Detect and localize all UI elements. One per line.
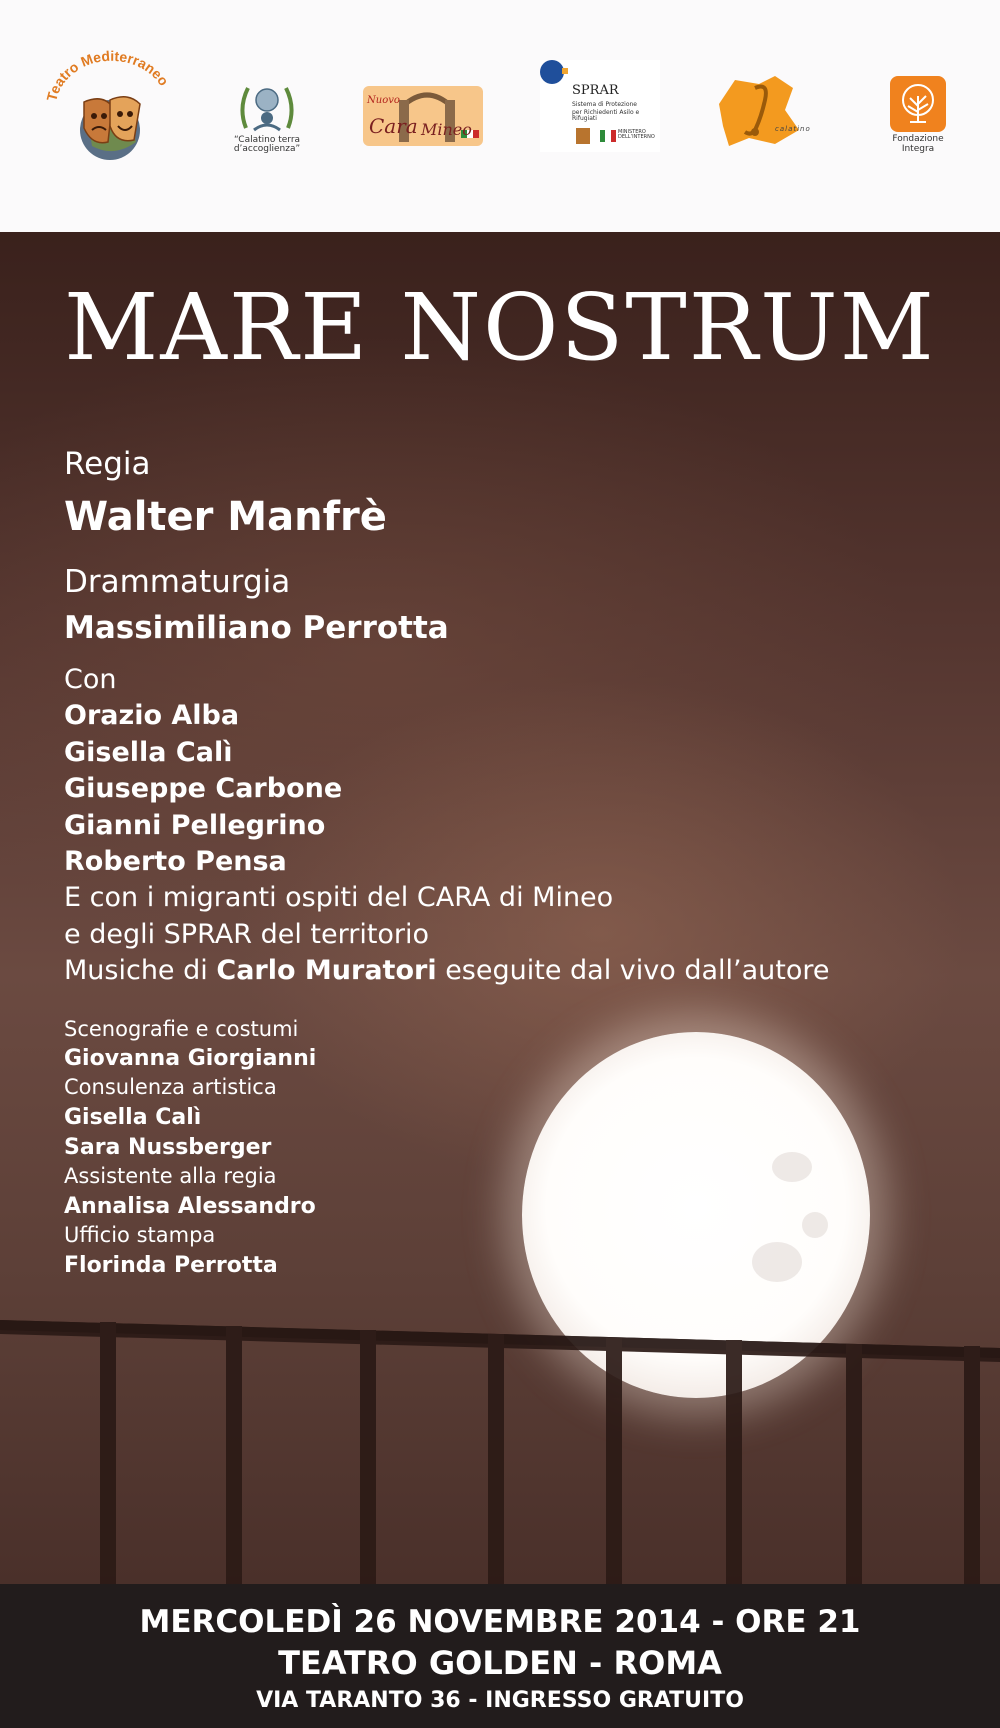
musiche-line [64, 955, 830, 986]
cara-mineo-logo [363, 80, 483, 150]
credit-role: Ufficio stampa [64, 1223, 216, 1247]
musiche-prefix: Musiche di [64, 955, 208, 986]
territory-map-icon [715, 74, 813, 150]
event-venue: TEATRO GOLDEN - ROMA [278, 1644, 722, 1682]
teatro-mediterraneo-logo [44, 50, 174, 165]
anci-emblem-icon [574, 126, 592, 146]
svg-text:Teatro Mediterraneo [44, 50, 172, 103]
theatre-masks-icon [44, 50, 174, 165]
mineo-text: Mineo [421, 120, 472, 139]
musiche-suffix: eseguite dal vivo dall’autore [445, 955, 830, 986]
sprar-circle-icon [540, 60, 570, 90]
cast-member: Gianni Pellegrino [64, 810, 326, 841]
calatino-accoglienza-logo [233, 78, 301, 158]
sprar-name: SPRAR [572, 83, 619, 98]
integra-line2: Integra [901, 144, 935, 154]
sprar-sub1: Sistema di Protezione [572, 101, 638, 108]
cara-text: Cara [369, 114, 418, 138]
cara-nuovo-text: Nuovo [367, 95, 400, 106]
credit-role: Scenografie e costumi [64, 1017, 299, 1041]
migranti-line-2: e degli SPRAR del territorio [64, 919, 430, 950]
credit-name: Giovanna Giorgianni [64, 1046, 317, 1071]
calatino-map-logo [715, 74, 813, 150]
credit-name: Annalisa Alessandro [64, 1194, 316, 1219]
event-address: VIA TARANTO 36 - INGRESSO GRATUITO [256, 1688, 744, 1713]
tree-icon [890, 76, 946, 132]
poster-title: MARE NOSTRUM [64, 274, 936, 381]
cast-member: Orazio Alba [64, 700, 240, 731]
integra-line1: Fondazione [892, 134, 944, 144]
teatro-mediterraneo-text: Teatro Mediterraneo [44, 50, 173, 103]
credit-name: Gisella Calì [64, 1105, 202, 1130]
sponsor-logo-strip [0, 0, 1000, 232]
poster-body [0, 232, 1000, 1584]
calatino-caption: “Calatino terra d’accoglienza” [233, 135, 301, 155]
italian-flag-icon [600, 130, 616, 142]
sprar-ministry: MINISTERO DELL’INTERNO [618, 129, 655, 141]
regia-label: Regia [64, 446, 151, 482]
credit-name: Florinda Perrotta [64, 1253, 278, 1278]
musiche-name: Carlo Muratori [216, 955, 437, 986]
credit-role: Consulenza artistica [64, 1075, 277, 1099]
event-date-time: MERCOLEDÌ 26 NOVEMBRE 2014 - ORE 21 [139, 1604, 861, 1640]
migranti-line-1: E con i migranti ospiti del CARA di Mineo [64, 882, 614, 913]
credit-role: Assistente alla regia [64, 1164, 277, 1188]
calatino-map-text: calatino [775, 125, 811, 133]
cast-member: Roberto Pensa [64, 846, 287, 877]
regia-name: Walter Manfrè [64, 494, 387, 540]
fondazione-integra-logo [888, 76, 948, 156]
cast-member: Giuseppe Carbone [64, 773, 343, 804]
drammaturgia-label: Drammaturgia [64, 564, 291, 600]
wreath-emblem-icon [236, 78, 298, 138]
sprar-logo [540, 60, 660, 152]
con-label: Con [64, 664, 117, 695]
event-info-footer [0, 1584, 1000, 1728]
sprar-sub2: per Richiedenti Asilo e Rifugiati [572, 109, 640, 123]
drammaturgia-name: Massimiliano Perrotta [64, 610, 449, 646]
cast-member: Gisella Calì [64, 737, 233, 768]
credit-name: Sara Nussberger [64, 1135, 272, 1160]
